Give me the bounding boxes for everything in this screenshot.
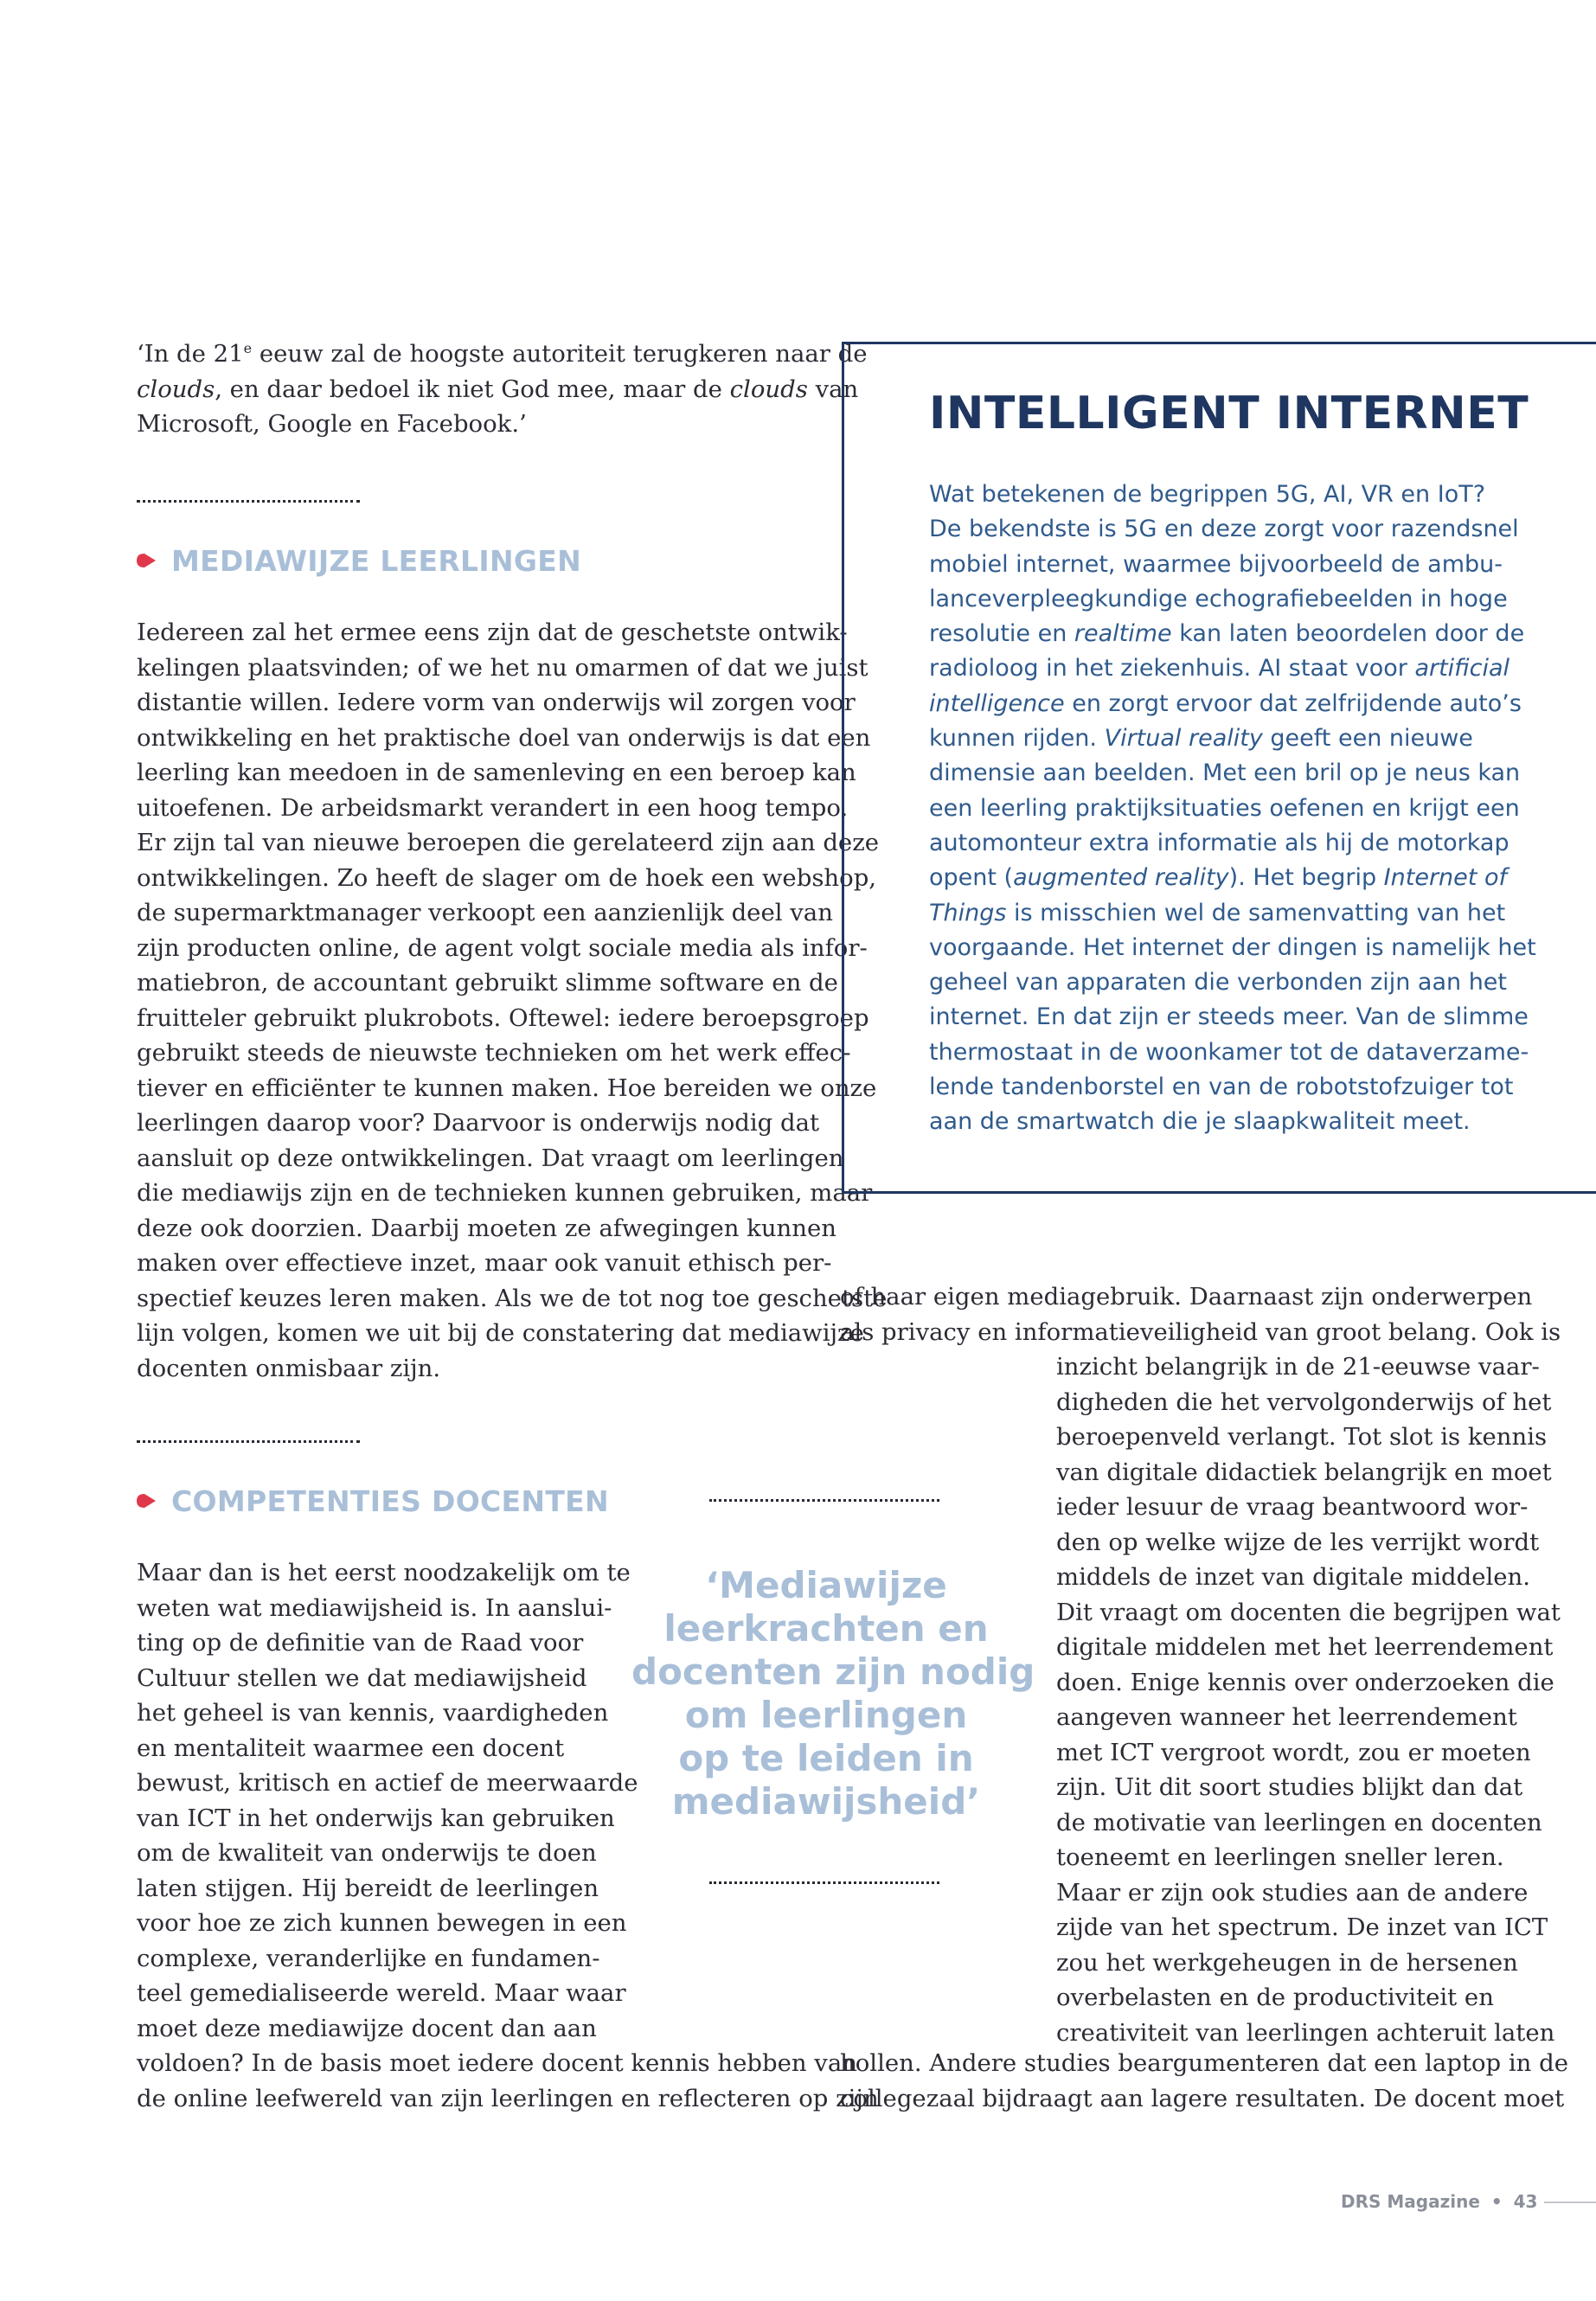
pull-quote-line: leerkrachten en: [663, 1607, 989, 1650]
sidebar-text: De bekendste is 5G en deze zorgt voor razendsnel: [929, 516, 1519, 543]
red-bullet-icon: [137, 1494, 156, 1508]
section-heading-text: COMPETENTIES DOCENTEN: [171, 1484, 609, 1518]
right-column-narrow: [1056, 1349, 1561, 2050]
sidebar-line: [929, 721, 1596, 756]
text-line: ontwikkeling en het praktische doel van onderwijs is dat een: [137, 723, 871, 752]
sidebar-italic-term: intelligence: [929, 689, 1065, 717]
intro-quote-line-2: clouds, en daar bedoel ik niet God mee, maar de clouds van: [137, 375, 859, 403]
text-line: van ICT in het onderwijs kan gebruiken: [137, 1804, 615, 1832]
sidebar-line: [929, 687, 1596, 721]
text-line: ieder lesuur de vraag beantwoord wor-: [1056, 1493, 1529, 1521]
text-line: Maar dan is het eerst noodzakelijk om te: [137, 1559, 631, 1586]
pull-quote-line: ‘Mediawijze: [705, 1564, 947, 1606]
text-line: met ICT vergroot wordt, zou er moeten: [1056, 1738, 1531, 1766]
text-line: laten stijgen. Hij bereidt de leerlingen: [137, 1874, 599, 1902]
text-line: digitale middelen met het leerrendement: [1056, 1633, 1554, 1661]
text-line: leerling kan meedoen in de samenleving en een beroep kan: [137, 759, 856, 786]
intro-quote-line-3: Microsoft, Google en Facebook.’: [137, 410, 527, 438]
sidebar-text: automonteur extra informatie als hij de motorkap: [929, 829, 1509, 856]
text-line: de online leefwereld van zijn leerlingen en reflecteren op zijn: [137, 2084, 879, 2112]
text-line: aangeven wanneer het leerrendement: [1056, 1703, 1517, 1731]
page-number: 43: [1513, 2191, 1538, 2212]
text-line: Dit vraagt om docenten die begrijpen wat: [1056, 1598, 1561, 1626]
sidebar-text: een leerling praktijksituaties oefenen en krijgt een: [929, 794, 1520, 822]
pull-quote-line: mediawijsheid’: [671, 1780, 981, 1823]
sidebar-text: internet. En dat zijn er steeds meer. Van de slimme: [929, 1003, 1529, 1031]
body-text-competenties-continued: [137, 2046, 879, 2116]
sidebar-text: kunnen rijden.: [929, 725, 1105, 753]
sidebar-text: resolutie en: [929, 620, 1074, 648]
text-line: complexe, veranderlijke en fundamen-: [137, 1944, 600, 1972]
text-line: de motivatie van leerlingen en docenten: [1056, 1808, 1542, 1836]
sidebar-line: [929, 651, 1596, 686]
text-line: lijn volgen, komen we uit bij de constatering dat mediawijze: [137, 1319, 864, 1347]
text-line: beroepenveld verlangt. Tot slot is kennis: [1056, 1423, 1548, 1451]
text-line: of haar eigen mediagebruik. Daarnaast zijn onderwerpen: [840, 1283, 1533, 1311]
sidebar-line: [929, 582, 1596, 617]
text-line: gebruikt steeds de nieuwste technieken om het werk effec-: [137, 1039, 851, 1067]
intro-quote-line-1: ‘In de 21e eeuw zal de hoogste autoriteit terugkeren naar de: [137, 339, 868, 368]
pull-quote-line: op te leiden in: [678, 1737, 974, 1779]
dotted-divider: [709, 1499, 939, 1502]
sidebar-body: [929, 478, 1596, 1140]
sidebar-line: [929, 548, 1596, 582]
text-line: de supermarktmanager verkoopt een aanzienlijk deel van: [137, 899, 833, 926]
text-line: doen. Enige kennis over onderzoeken die: [1056, 1668, 1554, 1696]
sidebar-italic-term: artificial: [1414, 655, 1510, 683]
pull-quote-line: docenten zijn nodig: [631, 1650, 1035, 1693]
sidebar-title: INTELLIGENT INTERNET: [929, 388, 1529, 439]
sidebar-italic-term: Things: [929, 899, 1007, 926]
sidebar-text: lende tandenborstel en van de robotstofzuiger tot: [929, 1074, 1514, 1101]
text-line: collegezaal bijdraagt aan lagere resultaten. De docent moet: [840, 2084, 1565, 2112]
sidebar-line: [929, 512, 1596, 547]
text-line: zijn producten online, de agent volgt sociale media als infor-: [137, 933, 868, 962]
sidebar-line: [929, 965, 1596, 1000]
right-column-top: [840, 1279, 1561, 1349]
sidebar-line: [929, 1035, 1596, 1070]
text-line: distantie willen. Iedere vorm van onderwijs wil zorgen voor: [137, 689, 856, 716]
text-line: inzicht belangrijk in de 21-eeuwse vaar-: [1056, 1353, 1540, 1381]
text-line: docenten onmisbaar zijn.: [137, 1354, 441, 1382]
sidebar-line: [929, 617, 1596, 651]
sidebar-text: geheel van apparaten die verbonden zijn aan het: [929, 969, 1507, 997]
footer-separator: •: [1490, 2191, 1503, 2212]
text-line: ting op de definitie van de Raad voor: [137, 1629, 584, 1657]
text-line: uitoefenen. De arbeidsmarkt verandert in een hoog tempo.: [137, 793, 849, 822]
right-column-bottom: [840, 2046, 1568, 2116]
text-line: Cultuur stellen we dat mediawijsheid: [137, 1663, 587, 1692]
section-heading-competenties: [137, 1482, 609, 1520]
text-line: aansluit op deze ontwikkelingen. Dat vraagt om leerlingen: [137, 1144, 844, 1172]
text-line: Er zijn tal van nieuwe beroepen die gerelateerd zijn aan deze: [137, 829, 879, 856]
text-line: creativiteit van leerlingen achteruit laten: [1056, 2018, 1555, 2047]
section-heading-text: MEDIAWIJZE LEERLINGEN: [171, 543, 582, 578]
sidebar-italic-term: Virtual reality: [1104, 725, 1263, 753]
sidebar-text: aan de smartwatch die je slaapkwaliteit meet.: [929, 1108, 1471, 1136]
text-line: weten wat mediawijsheid is. In aanslui-: [137, 1593, 612, 1622]
sidebar-italic-term: realtime: [1074, 620, 1172, 648]
text-line: teel gemedialiseerde wereld. Maar waar: [137, 1979, 626, 2007]
red-bullet-icon: [137, 554, 156, 567]
sidebar-text: Wat betekenen de begrippen 5G, AI, VR en IoT?: [929, 481, 1486, 508]
sidebar-line: [929, 478, 1596, 512]
sidebar-italic-term: augmented reality: [1013, 864, 1229, 892]
body-text-mediawijze: [137, 615, 888, 1386]
dotted-divider: [709, 1881, 939, 1884]
sidebar-line: [929, 931, 1596, 965]
text-line: maken over effectieve inzet, maar ook vanuit ethisch per-: [137, 1249, 832, 1277]
sidebar-line: [929, 1070, 1596, 1105]
sidebar-line: [929, 896, 1596, 931]
text-line: kelingen plaatsvinden; of we het nu omarmen of dat we juist: [137, 653, 869, 682]
sidebar-text: mobiel internet, waarmee bijvoorbeeld de ambu-: [929, 550, 1503, 578]
text-line: van digitale didactiek belangrijk en moet: [1056, 1458, 1552, 1486]
text-line: deze ook doorzien. Daarbij moeten ze afwegingen kunnen: [137, 1214, 836, 1242]
sidebar-line: [929, 1000, 1596, 1035]
text-line: hollen. Andere studies beargumenteren dat een laptop in de: [840, 2049, 1568, 2077]
text-line: middels de inzet van digitale middelen.: [1056, 1563, 1530, 1591]
text-line: Maar er zijn ook studies aan de andere: [1056, 1878, 1529, 1907]
text-line: voldoen? In de basis moet iedere docent kennis hebben van: [137, 2049, 857, 2077]
text-line: zou het werkgeheugen in de hersenen: [1056, 1948, 1518, 1977]
text-line: ontwikkelingen. Zo heeft de slager om de hoek een webshop,: [137, 863, 877, 892]
text-line: zijde van het spectrum. De inzet van ICT: [1056, 1913, 1548, 1941]
sidebar-text: radioloog in het ziekenhuis. AI staat voor: [929, 655, 1415, 683]
text-line: spectief keuzes leren maken. Als we de tot nog toe geschetste: [137, 1284, 888, 1312]
sidebar-line: [929, 861, 1596, 895]
text-line: voor hoe ze zich kunnen bewegen in een: [137, 1909, 627, 1937]
text-line: als privacy en informatieveiligheid van groot belang. Ook is: [840, 1317, 1561, 1346]
text-line: toeneemt en leerlingen sneller leren.: [1056, 1843, 1504, 1871]
sidebar-line: [929, 756, 1596, 791]
text-line: om de kwaliteit van onderwijs te doen: [137, 1839, 597, 1867]
text-line: overbelasten en de productiviteit en: [1056, 1984, 1494, 2011]
sidebar-text: thermostaat in de woonkamer tot de dataverzame-: [929, 1038, 1529, 1066]
magazine-name: DRS Magazine: [1341, 2191, 1480, 2212]
sidebar-text: voorgaande. Het internet der dingen is namelijk het: [929, 933, 1536, 961]
text-line: tiever en efficiënter te kunnen maken. Hoe bereiden we onze: [137, 1074, 877, 1102]
text-line: digheden die het vervolgonderwijs of het: [1056, 1388, 1552, 1416]
page-footer: [1341, 2191, 1537, 2212]
sidebar-text: ). Het begrip: [1228, 864, 1384, 892]
dotted-divider: [137, 1440, 360, 1443]
pull-quote-line: om leerlingen: [684, 1694, 968, 1736]
text-line: die mediawijs zijn en de technieken kunnen gebruiken, maar: [137, 1179, 873, 1207]
sidebar-text: dimensie aan beelden. Met een bril op je neus kan: [929, 760, 1521, 787]
sidebar-italic-term: Internet of: [1383, 864, 1507, 892]
sidebar-text: en zorgt ervoor dat zelfrijdende auto’s: [1064, 689, 1522, 717]
footer-rule: [1544, 2202, 1596, 2203]
text-line: het geheel is van kennis, vaardigheden: [137, 1699, 609, 1727]
sidebar-text: geeft een nieuwe: [1262, 725, 1473, 753]
text-line: bewust, kritisch en actief de meerwaarde: [137, 1769, 638, 1797]
sidebar-text: lanceverpleegkundige echografiebeelden in hoge: [929, 585, 1508, 612]
sidebar-text: is misschien wel de samenvatting van het: [1006, 899, 1506, 926]
sidebar-text: kan laten beoordelen door de: [1171, 620, 1525, 648]
text-line: den op welke wijze de les verrijkt wordt: [1056, 1528, 1540, 1556]
text-line: leerlingen daarop voor? Daarvoor is onderwijs nodig dat: [137, 1109, 820, 1137]
intro-quote: [137, 336, 868, 442]
sidebar-line: [929, 1105, 1596, 1139]
text-line: Iedereen zal het ermee eens zijn dat de geschetste ontwik-: [137, 619, 848, 646]
sidebar-line: [929, 826, 1596, 861]
text-line: moet deze mediawijze docent dan aan: [137, 2014, 597, 2042]
text-line: fruitteler gebruikt plukrobots. Oftewel: iedere beroepsgroep: [137, 1003, 869, 1032]
body-text-competenties: [137, 1555, 638, 2046]
sidebar-line: [929, 792, 1596, 826]
sidebar-text: opent (: [929, 864, 1014, 892]
dotted-divider: [137, 500, 360, 503]
text-line: en mentaliteit waarmee een docent: [137, 1734, 565, 1762]
text-line: matiebron, de accountant gebruikt slimme software en de: [137, 969, 838, 997]
pull-quote: [631, 1564, 1035, 1823]
section-heading-mediawijze: [137, 542, 581, 580]
text-line: zijn. Uit dit soort studies blijkt dan dat: [1056, 1773, 1523, 1801]
